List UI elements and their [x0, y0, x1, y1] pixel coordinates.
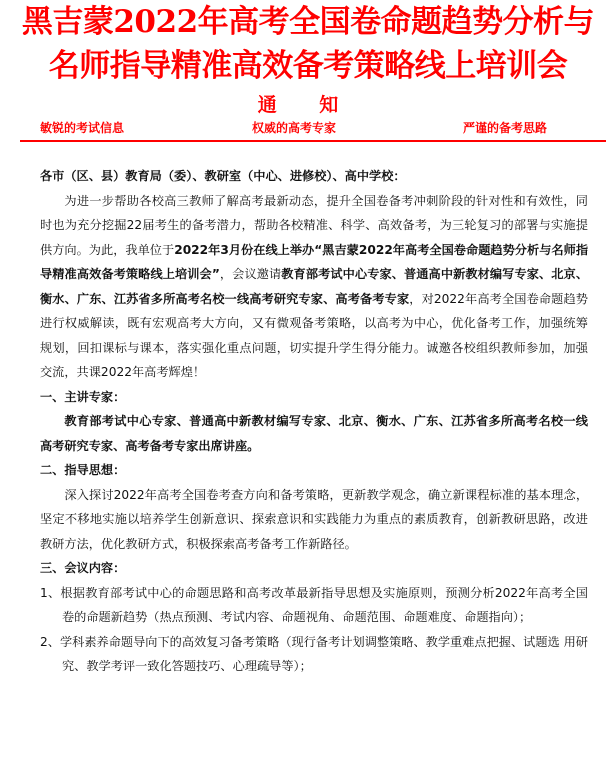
section-2-text: 深入探讨2022年高考全国卷考查方向和备考策略，更新教学观念，确立新课程标准的基本理念，坚定不移地实施以培养学生创新意识、探索意识和实践能力为重点的素质教育，创新教研思路，改进教研方法，优化教研方式，积极探索高考备考工作新路径。 [40, 487, 588, 551]
title-line-2: 名师指导精准高效备考策略线上培训会 [48, 48, 568, 84]
document-body [40, 150, 588, 679]
intro-run: 为进一步帮助各校高三教师了解高考最新动态，提升全国卷备考冲刺阶段的针对性和有效性，同时也为充分挖掘22届考生的备考潜力，帮助各校精准、科学、高效备考，为三轮复习的部署与实施提供方向。为此，我单位于 [40, 193, 588, 257]
intro-run-bold: 2022年3月份在线上举办“黑吉蒙2022年高考全国卷命题趋势分析与名师指导精准高效备考策略线上培训会” [40, 242, 589, 281]
section-1-text: 教育部考试中心专家、普通高中新教材编写专家、北京、衡水、广东、江苏省多所高考名校一线高考研究专家、高考备考专家出席讲座。 [40, 414, 588, 453]
list-item-1: 1、根据教育部考试中心的命题思路和高考改革最新指导思想及实施原则，预测分析2022年高考全国卷的命题新趋势（热点预测、考试内容、命题视角、命题范围、命题难度、命题指向）； [40, 585, 588, 624]
red-divider [20, 140, 606, 142]
notice-heading: 通 知 [257, 94, 357, 116]
tagline-row [40, 119, 610, 137]
intro-paragraph [40, 189, 588, 385]
tagline-1: 敏锐的考试信息 [40, 121, 125, 135]
section-2-title: 二、指导思想： [40, 463, 126, 477]
section-3-title: 三、会议内容： [40, 561, 126, 575]
title-line-1: 黑吉蒙2022年高考全国卷命题趋势分析与 [21, 4, 595, 40]
tagline-3: 严谨的备考思路 [463, 121, 548, 135]
intro-run: ，会议邀请 [219, 267, 282, 281]
addressee: 各市（区、县）教育局（委）、教研室（中心、进修校）、高中学校： [40, 169, 406, 183]
intro-run-bold: 教育部考试中心专家、普通高中新教材编写专家、北京、衡水、广东、江苏省多所高考名校一线高考研究专家、高考备考专家 [40, 267, 589, 306]
intro-run: ，对2022年高考全国卷命题趋势进行权威解读，既有宏观高考大方向，又有微观备考策略，以高考为中心，优化备考工作，加强统筹规划，回扣课标与课本，落实强化重点问题，切实提升学生得分能力。诚邀各校组织教师参加，加强交流，共课2022年高考辉煌！ [40, 291, 588, 379]
tagline-2: 权威的高考专家 [252, 121, 337, 135]
list-item-2: 2、学科素养命题导向下的高效复习备考策略（现行备考计划调整策略、教学重难点把握、试题选 用研究、教学考评一致化答题技巧、心理疏导等）； [40, 634, 588, 673]
section-1-title: 一、主讲专家： [40, 389, 126, 404]
